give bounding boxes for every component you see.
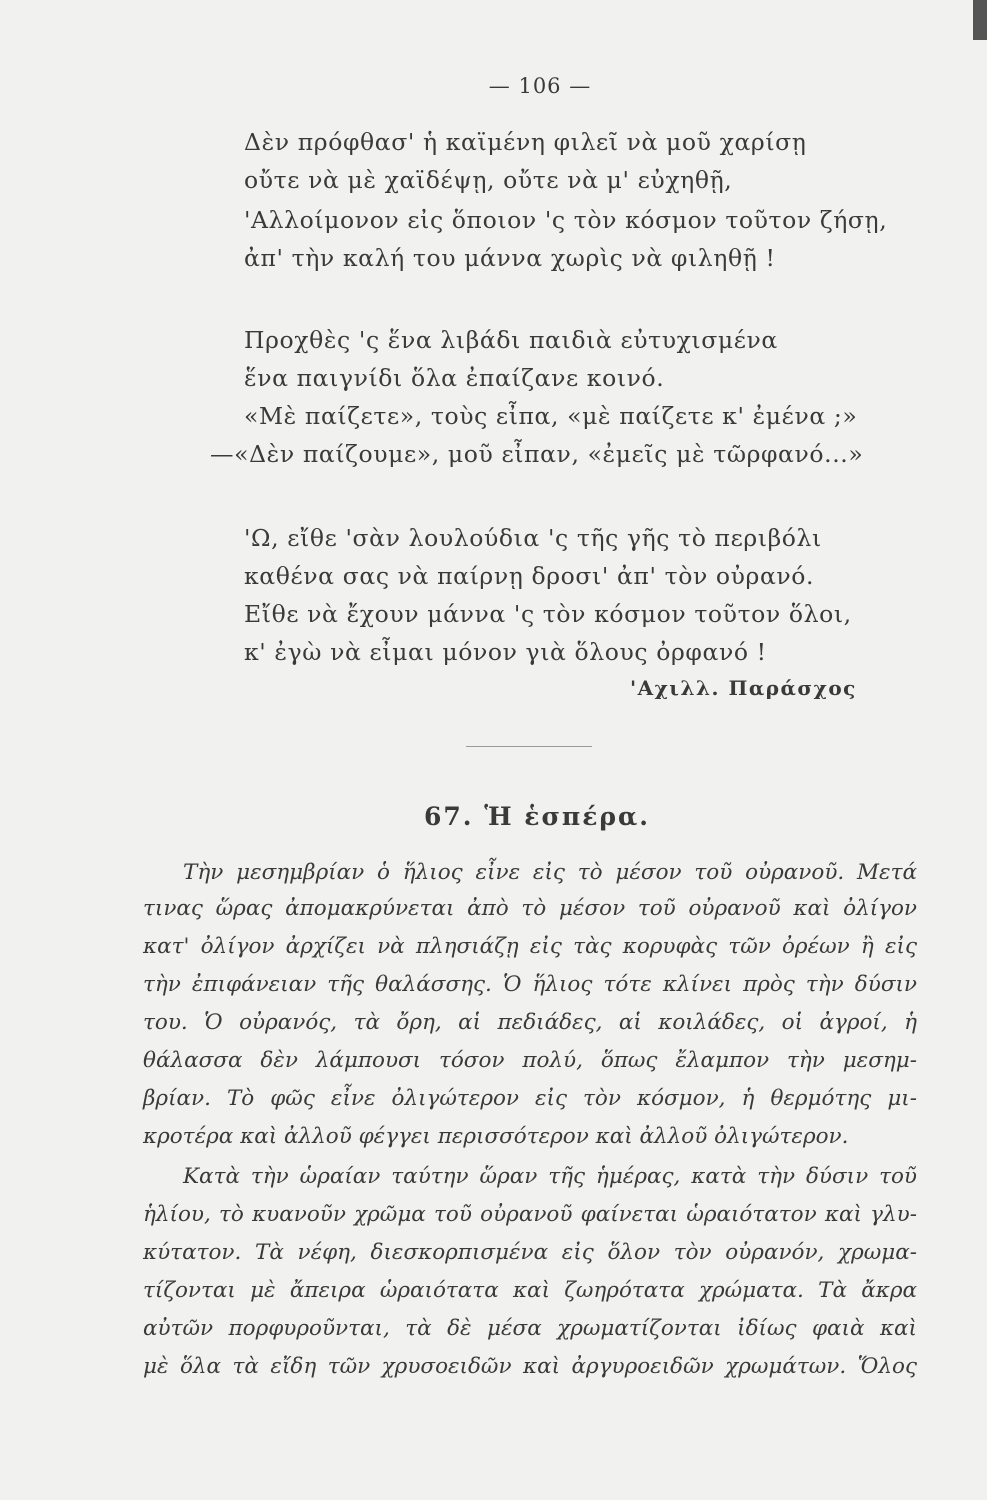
prose-line: τὴν ἐπιφάνειαν τῆς θαλάσσης. Ὁ ἥλιος τότε κλίνει πρὸς τὴν δύσιν	[143, 972, 917, 997]
verse-line: κ' ἐγὼ νὰ εἶμαι μόνον γιὰ ὅλους ὀρφανό !	[244, 638, 767, 666]
verse-line: οὔτε νὰ μὲ χαϊδέψῃ, οὔτε νὰ μ' εὐχηθῇ,	[244, 166, 733, 194]
verse-line: 'Ω, εἴθε 'σὰν λουλούδια 'ς τῆς γῆς τὸ περιβόλι	[244, 524, 822, 552]
verse-line: «Μὲ παίζετε», τοὺς εἶπα, «μὲ παίζετε κ' ἐμένα ;»	[244, 402, 858, 430]
prose-line: Κατὰ τὴν ὡραίαν ταύτην ὥραν τῆς ἡμέρας, κατὰ τὴν δύσιν τοῦ	[183, 1164, 917, 1189]
verse-line: 'Αλλοίμονον εἰς ὅποιον 'ς τὸν κόσμον τοῦτον ζήσῃ,	[244, 206, 888, 234]
section-divider	[466, 746, 592, 747]
prose-line: κροτέρα καὶ ἀλλοῦ φέγγει περισσότερον καὶ ἀλλοῦ ὀλιγώτερον.	[143, 1124, 849, 1149]
verse-line: ἀπ' τὴν καλή του μάννα χωρὶς νὰ φιληθῇ !	[244, 244, 776, 272]
verse-line: ἕνα παιγνίδι ὅλα ἐπαίζανε κοινό.	[244, 364, 665, 392]
prose-line: αὐτῶν πορφυροῦνται, τὰ δὲ μέσα χρωματίζονται ἰδίως φαιὰ καὶ	[143, 1316, 917, 1341]
prose-line: θάλασσα δὲν λάμπουσι τόσον πολύ, ὅπως ἔλαμπον τὴν μεσημ-	[143, 1048, 917, 1073]
verse-line: Προχθὲς 'ς ἕνα λιβάδι παιδιὰ εὐτυχισμένα	[244, 326, 778, 354]
prose-line: κύτατον. Τὰ νέφη, διεσκορπισμένα εἰς ὅλον τὸν οὐρανόν, χρωμα-	[143, 1240, 917, 1265]
prose-line: Τὴν μεσημβρίαν ὁ ἥλιος εἶνε εἰς τὸ μέσον τοῦ οὐρανοῦ. Μετά	[183, 860, 917, 885]
prose-line: του. Ὁ οὐρανός, τὰ ὄρη, αἱ πεδιάδες, αἱ κοιλάδες, οἱ ἀγροί, ἡ	[143, 1010, 917, 1035]
page-number: — 106 —	[488, 74, 592, 98]
verse-line: καθένα σας νὰ παίρνῃ δροσι' ἀπ' τὸν οὐρανό.	[244, 562, 815, 590]
prose-line: βρίαν. Τὸ φῶς εἶνε ὀλιγώτερον εἰς τὸν κόσμον, ἡ θερμότης μι-	[143, 1086, 917, 1111]
poem-author: 'Αχιλλ. Παράσχος	[630, 676, 857, 700]
verse-line: —«Δὲν παίζουμε», μοῦ εἶπαν, «ἐμεῖς μὲ τῶρφανό...»	[210, 440, 864, 468]
prose-line: μὲ ὅλα τὰ εἴδη τῶν χρυσοειδῶν καὶ ἀργυροειδῶν χρωμάτων. Ὅλος	[143, 1354, 917, 1379]
prose-line: κατ' ὀλίγον ἀρχίζει νὰ πλησιάζῃ εἰς τὰς κορυφὰς τῶν ὀρέων ἢ εἰς	[143, 934, 917, 959]
section-heading: 67. Ἡ ἑσπέρα.	[424, 802, 650, 831]
prose-line: ἡλίου, τὸ κυανοῦν χρῶμα τοῦ οὐρανοῦ φαίνεται ὡραιότατον καὶ γλυ-	[143, 1202, 917, 1227]
verse-line: Δὲν πρόφθασ' ἡ καϊμένη φιλεῖ νὰ μοῦ χαρίσῃ	[244, 128, 807, 156]
prose-line: τινας ὥρας ἀπομακρύνεται ἀπὸ τὸ μέσον τοῦ οὐρανοῦ καὶ ὀλίγον	[143, 896, 917, 921]
verse-line: Εἴθε νὰ ἔχουν μάννα 'ς τὸν κόσμον τοῦτον ὅλοι,	[244, 600, 852, 628]
page-edge-mark	[973, 0, 987, 40]
prose-line: τίζονται μὲ ἄπειρα ὡραιότατα καὶ ζωηρότατα χρώματα. Τὰ ἄκρα	[143, 1278, 917, 1303]
